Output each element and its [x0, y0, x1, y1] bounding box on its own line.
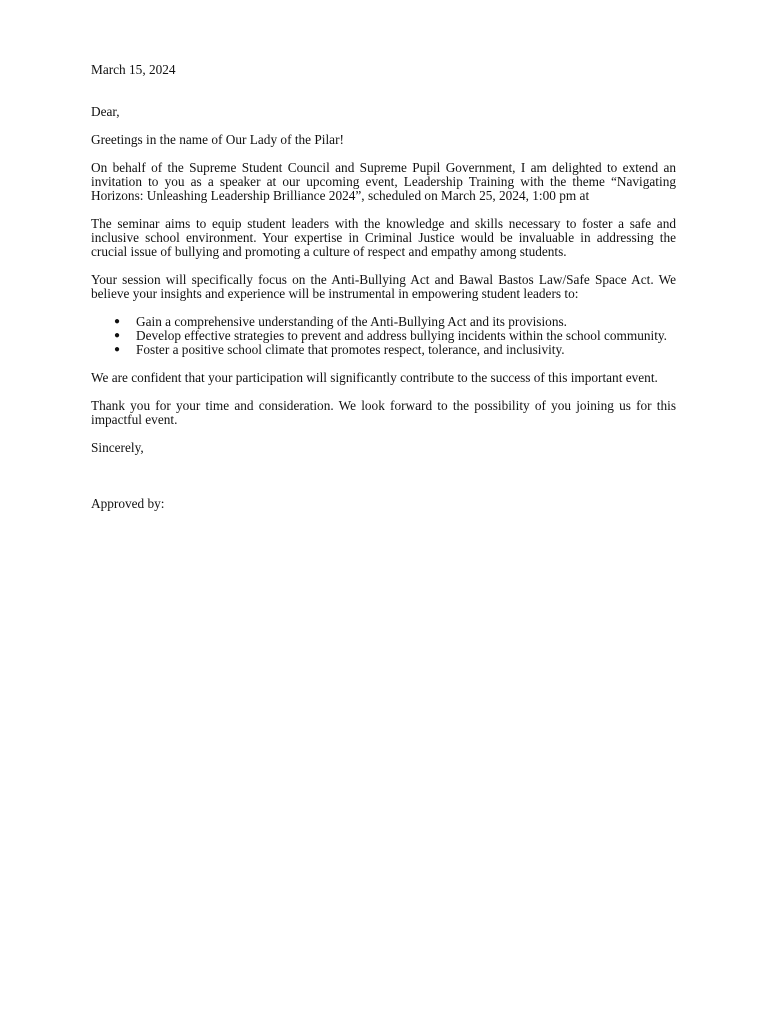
list-item-text: Foster a positive school climate that promotes respect, tolerance, and inclusivity. [136, 342, 565, 357]
invitation-paragraph: On behalf of the Supreme Student Council and Supreme Pupil Government, I am delighted to extend an invitation to you as a speaker at our upcoming event, Leadership Training with the theme “Navigating Horizons: Unleashing Leadership Brilliance 2024”, scheduled on March 25, 2024, 1:00 pm at [91, 160, 676, 203]
seminar-paragraph: The seminar aims to equip student leaders with the knowledge and skills necessary to foster a safe and inclusive school environment. Your expertise in Criminal Justice would be invaluable in addressing the crucial issue of bullying and promoting a culture of respect and empathy among students. [91, 216, 676, 259]
list-item [114, 342, 676, 357]
bullet-icon: ● [114, 344, 121, 355]
thank-you-paragraph: Thank you for your time and consideration. We look forward to the possibility of you joining us for this impactful event. [91, 398, 676, 427]
letter-date: March 15, 2024 [91, 62, 176, 77]
letter-body [91, 63, 676, 511]
salutation: Dear, [91, 104, 120, 119]
list-item [114, 328, 676, 343]
session-focus-paragraph: Your session will specifically focus on the Anti-Bullying Act and Bawal Bastos Law/Safe Space Act. We believe your insights and experience will be instrumental in empowering student leaders to: [91, 272, 676, 301]
bullet-icon: ● [114, 330, 121, 341]
list-item-text: Gain a comprehensive understanding of the Anti-Bullying Act and its provisions. [136, 314, 567, 329]
list-item [114, 314, 676, 329]
closing: Sincerely, [91, 440, 144, 455]
approved-by-label: Approved by: [91, 496, 165, 511]
objectives-list [91, 315, 676, 357]
confidence-paragraph: We are confident that your participation will significantly contribute to the success of this important event. [91, 370, 658, 385]
bullet-icon: ● [114, 316, 121, 327]
greeting: Greetings in the name of Our Lady of the Pilar! [91, 132, 344, 147]
list-item-text: Develop effective strategies to prevent and address bullying incidents within the school community. [136, 328, 668, 343]
